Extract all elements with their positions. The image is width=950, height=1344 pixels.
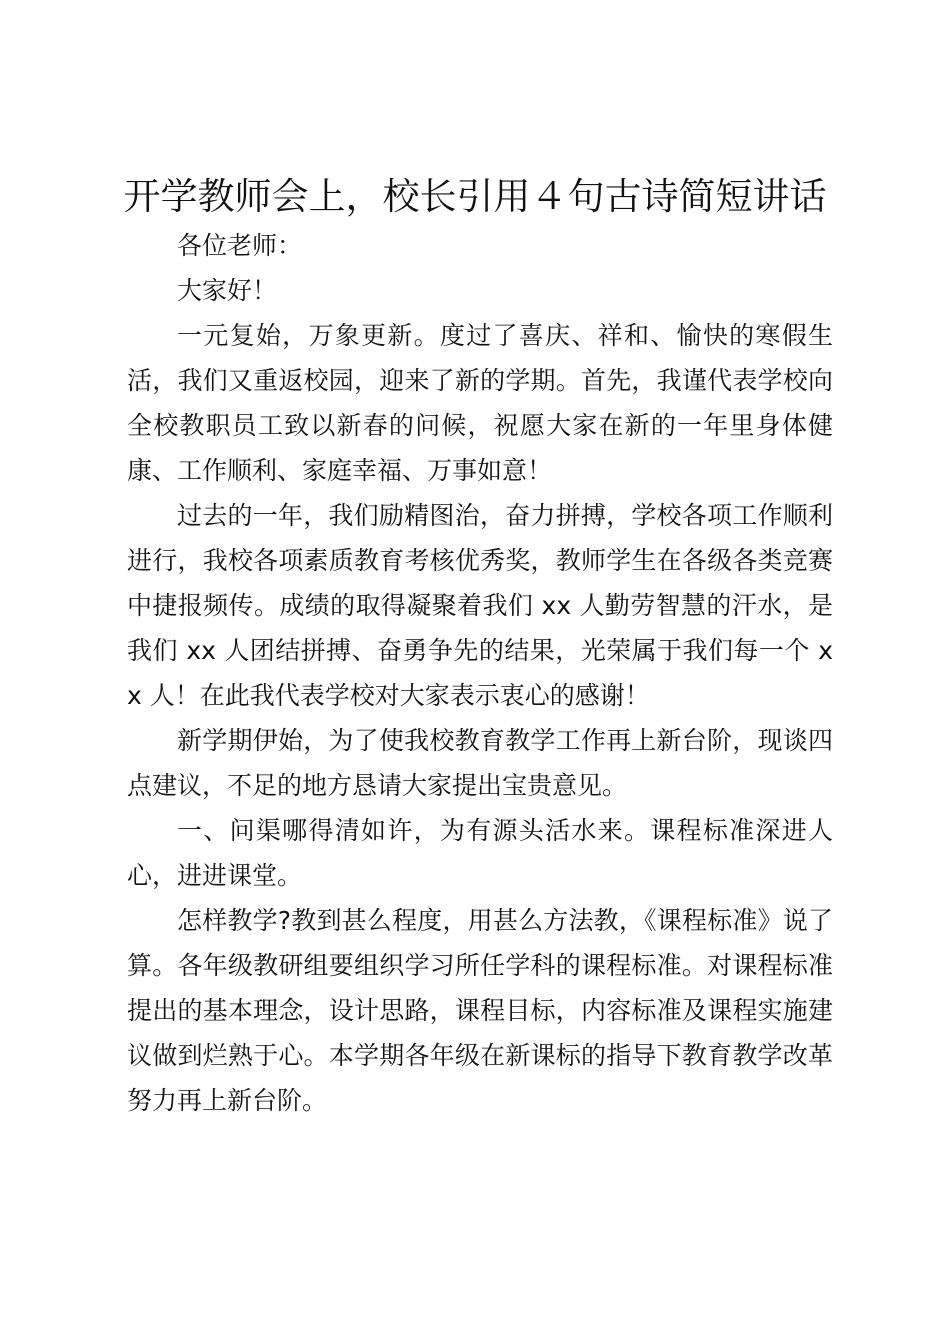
- paragraph-new-semester: 新学期伊始，为了使我校教育教学工作再上新台阶，现谈四点建议，不足的地方恳请大家提出宝贵意见。: [127, 726, 833, 800]
- paragraph-past-year: 过去的一年，我们励精图治，奋力拼搏，学校各项工作顺利进行，我校各项素质教育考核优秀奖，教师学生在各级各类竞赛中捷报频传。成绩的取得凝聚着我们 xx 人勤劳智慧的汗水，是我们 xx 人团结拼搏、奋勇争先的结果，光荣属于我们每一个 xx 人！在此我代表学校对大家表示衷心的感谢！: [127, 501, 833, 710]
- document-body: [127, 223, 833, 1123]
- salutation: 各位老师：: [177, 231, 303, 260]
- paragraph-curriculum: 怎样教学?教到甚么程度，用甚么方法教，《课程标准》说了算。各年级教研组要组织学习所任学科的课程标准。对课程标准提出的基本理念，设计思路，课程目标，内容标准及课程实施建议做到烂熟于心。本学期各年级在新课标的指导下教育教学改革努力再上新台阶。: [127, 906, 833, 1115]
- paragraph-new-year: 一元复始，万象更新。度过了喜庆、祥和、愉快的寒假生活，我们又重返校园，迎来了新的学期。首先，我谨代表学校向全校教职员工致以新春的问候，祝愿大家在新的一年里身体健康、工作顺利、家庭幸福、万事如意！: [127, 321, 833, 485]
- greeting: 大家好！: [177, 276, 278, 305]
- document-title: 开学教师会上，校长引用４句古诗简短讲话: [123, 175, 827, 218]
- section-heading-one: 一、问渠哪得清如许，为有源头活水来。课程标准深进人心，进进课堂。: [127, 816, 833, 890]
